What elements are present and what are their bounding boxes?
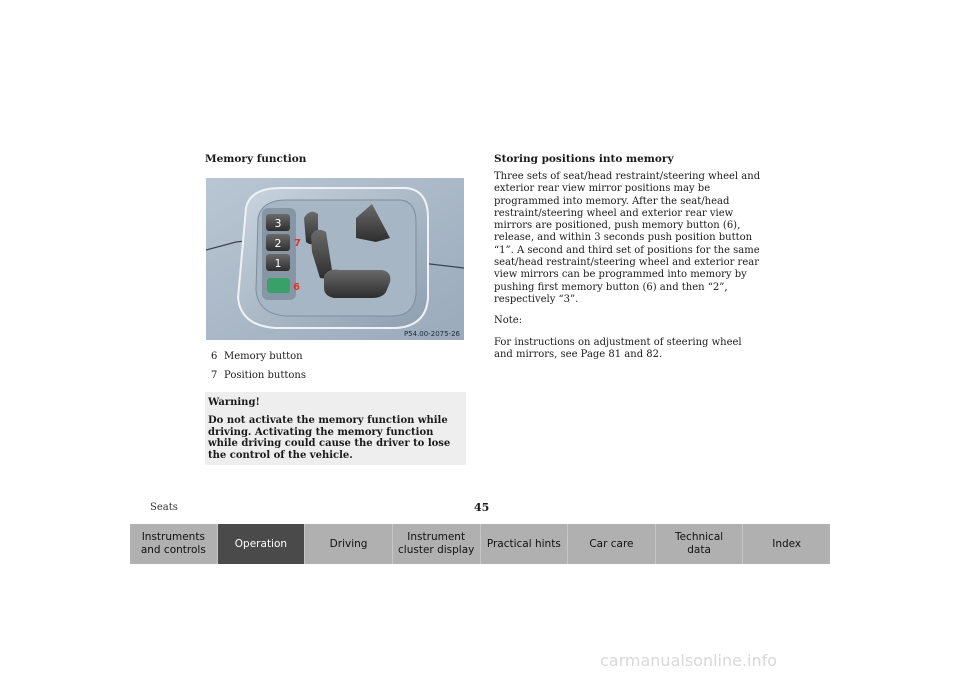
caption-memory-button: [211, 351, 303, 362]
memory-button: [267, 278, 290, 293]
caption-number: 6: [211, 351, 218, 362]
warning-text: Do not activate the memory function while driving. Activating the memory function while driving could cause the driver to lose the control of the vehicle.: [208, 415, 451, 461]
position-button-1-label: 1: [274, 257, 282, 270]
tab-technical-data[interactable]: Technical data: [656, 524, 744, 564]
section-name: Seats: [150, 502, 178, 513]
caption-position-buttons: [211, 370, 306, 381]
page-number: 45: [474, 501, 490, 514]
figure-reference-code: P54.00-2075-26: [403, 330, 460, 338]
memory-switch-illustration: [206, 178, 464, 340]
caption-text: Position buttons: [224, 370, 307, 381]
tab-index[interactable]: Index: [743, 524, 830, 564]
note-label: Note:: [494, 315, 523, 327]
callout-7: 7: [294, 238, 301, 249]
tab-car-care[interactable]: Car care: [568, 524, 656, 564]
seat-cushion-switch: [324, 270, 390, 298]
position-button-2-label: 2: [274, 237, 282, 250]
paragraph: Three sets of seat/head restraint/steering wheel and exterior rear view mirror positions may be programmed into memory. After the seat/head restraint/steering wheel and exterior rear view mirrors are positioned, push memory button (6), release, and within 3 seconds push position button “1”. A second and third set of positions for the same seat/head restraint/steering wheel and exterior rear view mirrors can be programmed into memory by pushing first memory button (6) and then “2”, respectively “3”.: [494, 171, 761, 305]
tab-driving[interactable]: Driving: [305, 524, 393, 564]
caption-text: Memory button: [224, 351, 303, 362]
caption-number: 7: [211, 370, 218, 381]
chapter-navigation: [130, 524, 830, 564]
position-button-3-label: 3: [274, 217, 282, 230]
tab-instrument-cluster-display[interactable]: Instrument cluster display: [393, 524, 481, 564]
paragraph: For instructions on adjustment of steering wheel and mirrors, see Page 81 and 82.: [494, 336, 742, 360]
tab-operation[interactable]: Operation: [218, 524, 306, 564]
storing-positions-heading: Storing positions into memory: [494, 153, 674, 165]
storing-positions-body: [494, 171, 762, 370]
tab-instruments-and-controls[interactable]: Instruments and controls: [130, 524, 218, 564]
warning-title: Warning!: [208, 397, 260, 408]
callout-6: 6: [293, 282, 300, 293]
watermark: carmanualsonline.info: [600, 651, 778, 670]
memory-function-heading: Memory function: [205, 153, 307, 165]
warning-box: [205, 392, 466, 465]
tab-practical-hints[interactable]: Practical hints: [481, 524, 569, 564]
